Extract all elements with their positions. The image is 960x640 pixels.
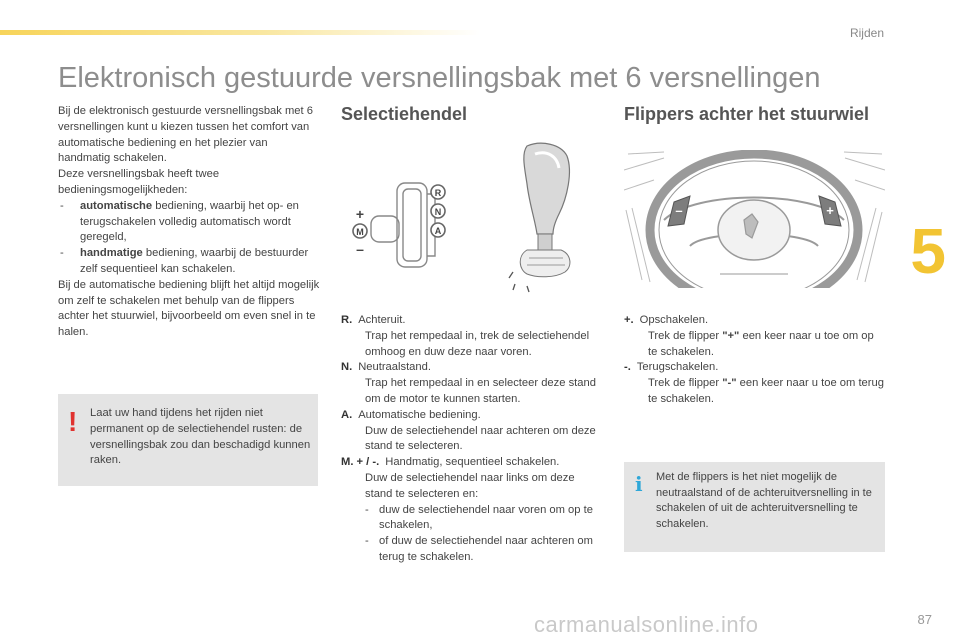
legend-key: M. + / -. [341, 456, 380, 469]
exclamation-icon: ! [68, 406, 78, 437]
legend-key: N. [341, 361, 353, 374]
mode-text: bediening, waarbij de bestuurder zelf sequentieel kan schakelen. [80, 247, 309, 275]
chapter-label: Rijden [849, 26, 884, 40]
page-number: 87 [917, 612, 932, 627]
page-title: Elektronisch gestuurde versnellingsbak met 6 versnellingen [58, 62, 821, 94]
mode-item-manual [58, 246, 320, 278]
selector-lever-diagram [341, 138, 603, 298]
legend-step-part: Trek de flipper [648, 377, 723, 390]
flipper-plus-label: + [826, 203, 834, 218]
gate-label-minus: – [356, 241, 364, 257]
header-accent-bar [0, 30, 480, 35]
legend-key: +. [624, 314, 634, 326]
legend-key: -. [624, 361, 631, 374]
legend-label: Opschakelen. [639, 314, 709, 326]
legend-step-part: Trek de flipper [648, 329, 723, 342]
intro-column [58, 104, 320, 341]
mode-term: automatische [80, 199, 153, 212]
legend-key: A. [341, 408, 353, 421]
section-title-selector: Selectiehendel [341, 104, 468, 124]
legend-step: Duw de selectiehendel naar achteren om deze stand te selecteren. [365, 424, 596, 453]
legend-substep: duw de selectiehendel naar voren om op te schakelen, [379, 503, 593, 532]
legend-step-quote: "+" [722, 329, 740, 342]
legend-label: Neutraalstand. [358, 361, 431, 374]
bullet-dash: - [60, 247, 64, 260]
intro-paragraph-2: Deze versnellingsbak heeft twee bedieningsmogelijkheden: [58, 168, 220, 196]
bullet-dash: - [365, 503, 369, 516]
steering-wheel-diagram [624, 150, 885, 288]
gate-label-n: N [434, 207, 442, 217]
legend-step-part: een keer naar u toe om op te schakelen. [648, 329, 874, 358]
info-icon: i [635, 472, 643, 496]
gear-lever-icon [509, 143, 570, 292]
info-text: Met de flippers is het niet mogelijk de neutraalstand of de achteruitversnelling in te schakelen of uit de achteruitversnelling te schakelen. [656, 471, 872, 530]
legend-step: Trap het rempedaal in, trek de selectiehendel omhoog en duw deze naar voren. [365, 329, 590, 358]
warning-box [58, 394, 318, 486]
legend-label: Handmatig, sequentieel schakelen. [385, 456, 560, 469]
legend-step: Duw de selectiehendel naar links om deze stand te selecteren en: [365, 471, 575, 500]
flipper-minus-label: – [675, 203, 683, 218]
info-box [624, 462, 885, 552]
section-title-flippers: Flippers achter het stuurwiel [624, 104, 870, 124]
selector-legend [341, 313, 605, 566]
legend-step-quote: "-" [722, 377, 737, 390]
warning-text: Laat uw hand tijdens het rijden niet permanent op de selectiehendel rusten: de versnellingsbak zou dan beschadigd kunnen raken. [90, 407, 311, 467]
mode-text: bediening, waarbij het op- en terugschakelen volledig automatisch wordt geregeld, [80, 199, 299, 244]
mode-term: handmatige [80, 247, 143, 260]
legend-label: Automatische bediening. [358, 408, 481, 421]
gate-label-plus: + [355, 206, 365, 222]
gear-gate-icon [371, 183, 435, 267]
bullet-dash: - [60, 199, 64, 212]
gate-label-r: R [434, 188, 442, 198]
legend-step: Trap het rempedaal in en selecteer deze stand om de motor te kunnen starten. [365, 377, 596, 405]
legend-label: Achteruit. [358, 314, 406, 326]
legend-key: R. [341, 314, 353, 326]
legend-substep: of duw de selectiehendel naar achteren om terug te schakelen. [379, 535, 593, 563]
flippers-legend [624, 313, 886, 408]
gate-label-m: M [356, 227, 364, 237]
intro-paragraph-1: Bij de elektronisch gestuurde versnellingsbak met 6 versnellingen kunt u kiezen tussen het comfort van automatische bediening en het plezier van handmatig schakelen. [58, 105, 313, 165]
chapter-number: 5 [910, 215, 946, 287]
watermark-text: carmanualsonline.info [534, 612, 759, 637]
bullet-dash: - [365, 535, 369, 548]
gate-label-a: A [434, 226, 442, 236]
mode-item-automatic [58, 199, 320, 246]
legend-step-part: een keer naar u toe om terug te schakelen. [648, 377, 884, 405]
intro-paragraph-3: Bij de automatische bediening blijft het altijd mogelijk om zelf te schakelen met behulp van de flippers achter het stuurwiel, bijvoorbeeld om even snel in te halen. [58, 278, 320, 339]
legend-label: Terugschakelen. [636, 361, 719, 374]
